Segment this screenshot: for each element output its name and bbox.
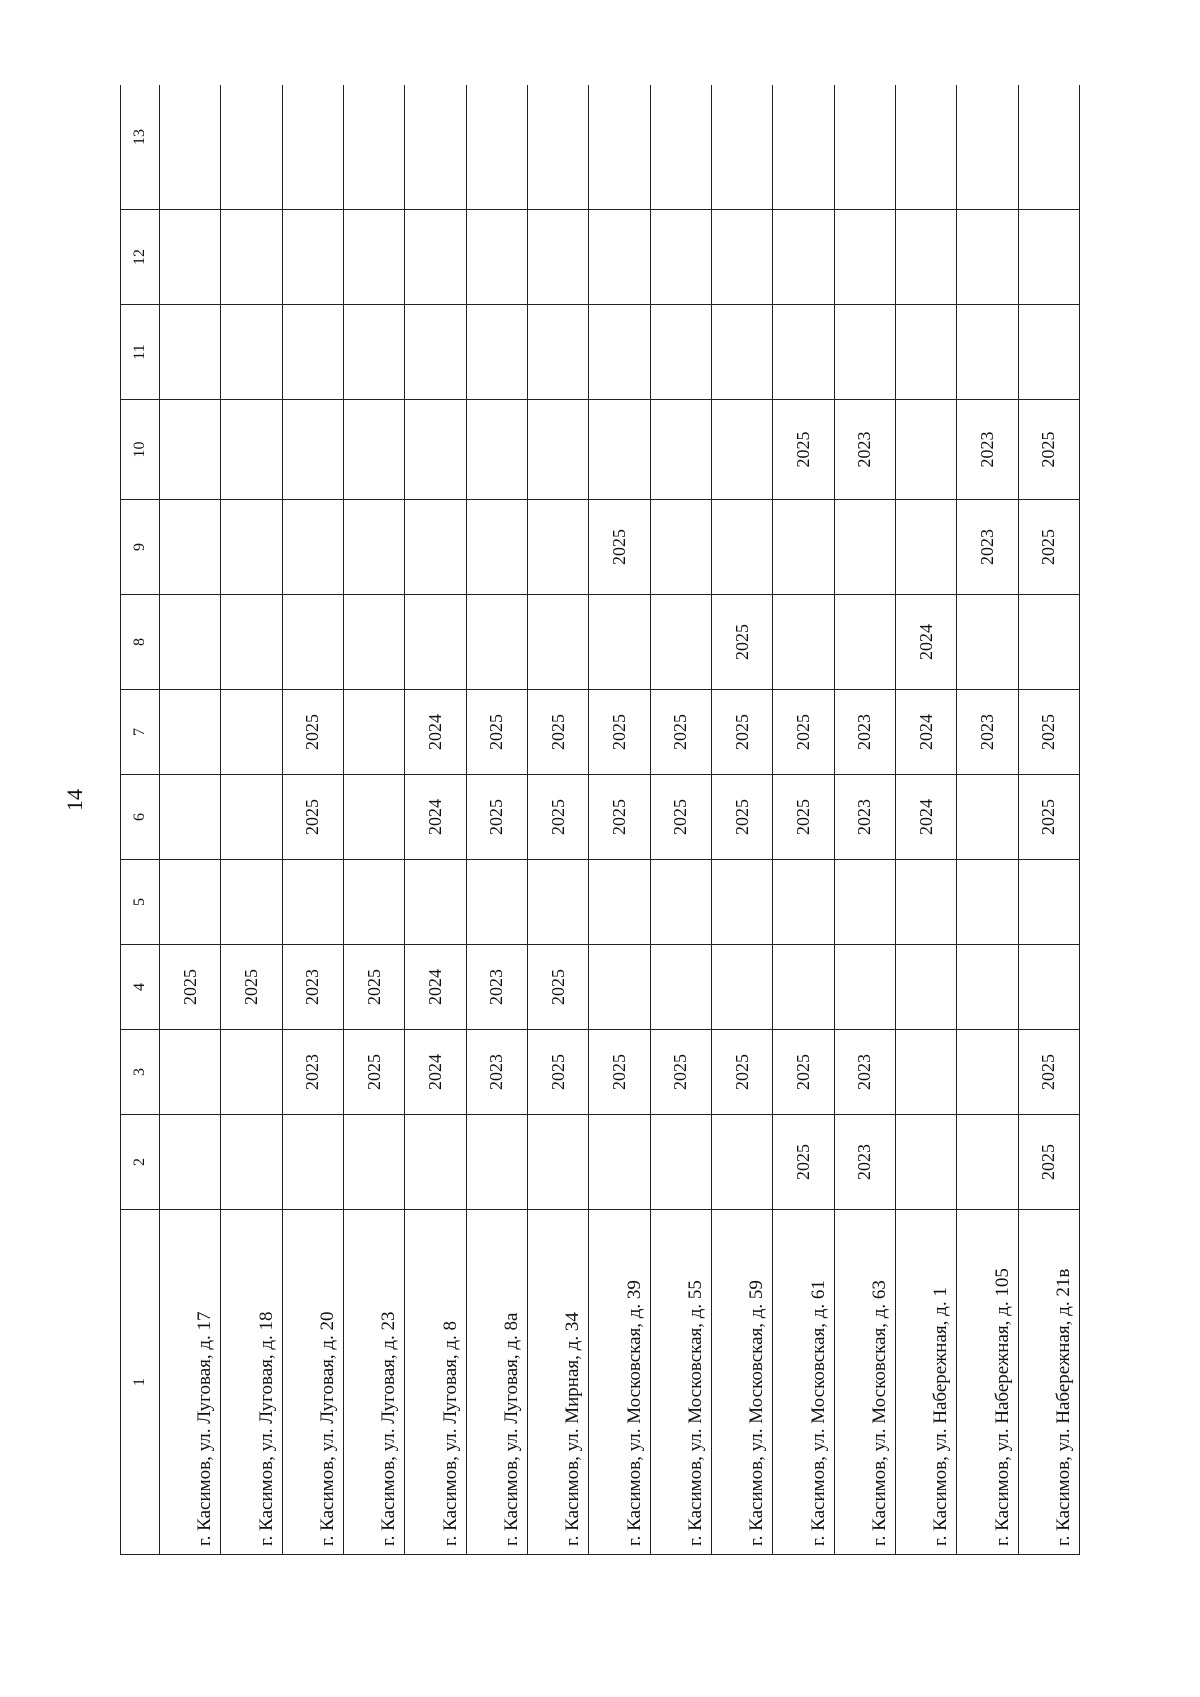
address-cell: г. Касимов, ул. Московская, д. 39 <box>589 1210 650 1555</box>
year-cell-col-4: 2025 <box>343 945 404 1030</box>
year-cell-col-7: 2024 <box>405 690 466 775</box>
year-cell-col-6: 2025 <box>589 775 650 860</box>
year-cell-col-13 <box>466 85 527 210</box>
year-cell-col-7 <box>160 690 221 775</box>
year-cell-col-3: 2025 <box>343 1030 404 1115</box>
year-cell-col-12 <box>1018 210 1079 305</box>
year-cell-col-4: 2025 <box>160 945 221 1030</box>
column-header-7: 7 <box>121 690 160 775</box>
table-row <box>1018 85 1079 1555</box>
year-cell-col-7: 2025 <box>466 690 527 775</box>
year-cell-col-4 <box>1018 945 1079 1030</box>
column-header-5: 5 <box>121 860 160 945</box>
year-cell-col-11 <box>405 305 466 400</box>
table-header <box>121 85 160 1555</box>
year-cell-col-12 <box>221 210 282 305</box>
year-cell-col-3 <box>895 1030 956 1115</box>
year-cell-col-7 <box>221 690 282 775</box>
year-cell-col-4 <box>834 945 895 1030</box>
year-cell-col-6 <box>957 775 1018 860</box>
year-cell-col-4 <box>589 945 650 1030</box>
year-cell-col-13 <box>160 85 221 210</box>
table-row <box>343 85 404 1555</box>
year-cell-col-4: 2023 <box>466 945 527 1030</box>
year-cell-col-12 <box>527 210 588 305</box>
address-cell: г. Касимов, ул. Луговая, д. 8а <box>466 1210 527 1555</box>
year-cell-col-13 <box>589 85 650 210</box>
year-cell-col-9 <box>895 500 956 595</box>
address-cell: г. Касимов, ул. Набережная, д. 21в <box>1018 1210 1079 1555</box>
address-cell: г. Касимов, ул. Луговая, д. 20 <box>282 1210 343 1555</box>
year-cell-col-2: 2023 <box>834 1115 895 1210</box>
year-cell-col-10 <box>221 400 282 500</box>
year-cell-col-7: 2024 <box>895 690 956 775</box>
year-cell-col-11 <box>282 305 343 400</box>
table-body <box>160 85 1080 1555</box>
year-cell-col-5 <box>405 860 466 945</box>
year-cell-col-13 <box>221 85 282 210</box>
year-cell-col-12 <box>405 210 466 305</box>
page-number: 14 <box>62 789 87 811</box>
year-cell-col-8: 2024 <box>895 595 956 690</box>
table-row <box>957 85 1018 1555</box>
year-cell-col-3: 2025 <box>773 1030 834 1115</box>
year-cell-col-12 <box>650 210 711 305</box>
year-cell-col-12 <box>895 210 956 305</box>
column-header-4: 4 <box>121 945 160 1030</box>
year-cell-col-7 <box>343 690 404 775</box>
table-row <box>405 85 466 1555</box>
year-cell-col-11 <box>711 305 772 400</box>
year-cell-col-5 <box>895 860 956 945</box>
year-cell-col-2 <box>711 1115 772 1210</box>
year-cell-col-7: 2023 <box>834 690 895 775</box>
year-cell-col-13 <box>650 85 711 210</box>
year-cell-col-6: 2025 <box>527 775 588 860</box>
year-cell-col-6: 2025 <box>466 775 527 860</box>
year-cell-col-5 <box>282 860 343 945</box>
address-cell: г. Касимов, ул. Московская, д. 63 <box>834 1210 895 1555</box>
year-cell-col-8 <box>160 595 221 690</box>
year-cell-col-4: 2024 <box>405 945 466 1030</box>
year-cell-col-12 <box>466 210 527 305</box>
year-cell-col-5 <box>466 860 527 945</box>
year-cell-col-8 <box>282 595 343 690</box>
year-cell-col-6: 2025 <box>650 775 711 860</box>
year-cell-col-4 <box>711 945 772 1030</box>
year-cell-col-8 <box>527 595 588 690</box>
year-cell-col-9 <box>711 500 772 595</box>
table-row <box>773 85 834 1555</box>
year-cell-col-9 <box>527 500 588 595</box>
year-cell-col-8 <box>221 595 282 690</box>
year-cell-col-8 <box>1018 595 1079 690</box>
year-cell-col-7: 2025 <box>1018 690 1079 775</box>
year-cell-col-7: 2025 <box>773 690 834 775</box>
column-header-3: 3 <box>121 1030 160 1115</box>
year-cell-col-11 <box>527 305 588 400</box>
repair-schedule-table <box>120 85 1080 1555</box>
table-row <box>834 85 895 1555</box>
year-cell-col-5 <box>221 860 282 945</box>
column-header-8: 8 <box>121 595 160 690</box>
year-cell-col-9 <box>466 500 527 595</box>
year-cell-col-10 <box>160 400 221 500</box>
year-cell-col-11 <box>957 305 1018 400</box>
year-cell-col-3: 2025 <box>711 1030 772 1115</box>
year-cell-col-10 <box>527 400 588 500</box>
address-cell: г. Касимов, ул. Луговая, д. 18 <box>221 1210 282 1555</box>
table-row <box>527 85 588 1555</box>
year-cell-col-12 <box>711 210 772 305</box>
year-cell-col-6: 2024 <box>405 775 466 860</box>
year-cell-col-6: 2025 <box>1018 775 1079 860</box>
year-cell-col-13 <box>834 85 895 210</box>
year-cell-col-2 <box>527 1115 588 1210</box>
year-cell-col-2 <box>160 1115 221 1210</box>
year-cell-col-10: 2023 <box>834 400 895 500</box>
year-cell-col-4 <box>895 945 956 1030</box>
column-header-13: 13 <box>121 85 160 210</box>
year-cell-col-3: 2025 <box>527 1030 588 1115</box>
year-cell-col-11 <box>589 305 650 400</box>
year-cell-col-10 <box>650 400 711 500</box>
year-cell-col-12 <box>343 210 404 305</box>
year-cell-col-3: 2023 <box>834 1030 895 1115</box>
address-cell: г. Касимов, ул. Набережная, д. 1 <box>895 1210 956 1555</box>
year-cell-col-13 <box>527 85 588 210</box>
year-cell-col-4 <box>773 945 834 1030</box>
year-cell-col-2 <box>282 1115 343 1210</box>
column-header-12: 12 <box>121 210 160 305</box>
year-cell-col-11 <box>160 305 221 400</box>
year-cell-col-11 <box>466 305 527 400</box>
year-cell-col-6: 2025 <box>711 775 772 860</box>
year-cell-col-11 <box>773 305 834 400</box>
year-cell-col-12 <box>282 210 343 305</box>
address-cell: г. Касимов, ул. Луговая, д. 17 <box>160 1210 221 1555</box>
year-cell-col-2 <box>221 1115 282 1210</box>
year-cell-col-7: 2025 <box>650 690 711 775</box>
year-cell-col-11 <box>650 305 711 400</box>
table-row <box>650 85 711 1555</box>
year-cell-col-10 <box>343 400 404 500</box>
year-cell-col-2: 2025 <box>1018 1115 1079 1210</box>
year-cell-col-3: 2024 <box>405 1030 466 1115</box>
year-cell-col-13 <box>895 85 956 210</box>
address-cell: г. Касимов, ул. Луговая, д. 8 <box>405 1210 466 1555</box>
year-cell-col-4: 2025 <box>527 945 588 1030</box>
year-cell-col-5 <box>711 860 772 945</box>
year-cell-col-6: 2024 <box>895 775 956 860</box>
column-header-11: 11 <box>121 305 160 400</box>
year-cell-col-9 <box>834 500 895 595</box>
year-cell-col-5 <box>527 860 588 945</box>
year-cell-col-9: 2023 <box>957 500 1018 595</box>
year-cell-col-3: 2025 <box>589 1030 650 1115</box>
year-cell-col-2: 2025 <box>773 1115 834 1210</box>
year-cell-col-10 <box>589 400 650 500</box>
year-cell-col-11 <box>343 305 404 400</box>
column-header-2: 2 <box>121 1115 160 1210</box>
year-cell-col-8 <box>466 595 527 690</box>
year-cell-col-9 <box>160 500 221 595</box>
year-cell-col-11 <box>834 305 895 400</box>
year-cell-col-6 <box>221 775 282 860</box>
year-cell-col-2 <box>405 1115 466 1210</box>
year-cell-col-13 <box>711 85 772 210</box>
year-cell-col-10: 2025 <box>1018 400 1079 500</box>
column-header-6: 6 <box>121 775 160 860</box>
year-cell-col-2 <box>650 1115 711 1210</box>
year-cell-col-13 <box>282 85 343 210</box>
year-cell-col-5 <box>834 860 895 945</box>
table-row <box>160 85 221 1555</box>
year-cell-col-3: 2025 <box>650 1030 711 1115</box>
year-cell-col-3: 2025 <box>1018 1030 1079 1115</box>
year-cell-col-13 <box>1018 85 1079 210</box>
year-cell-col-6: 2025 <box>282 775 343 860</box>
year-cell-col-12 <box>773 210 834 305</box>
year-cell-col-13 <box>773 85 834 210</box>
year-cell-col-11 <box>895 305 956 400</box>
year-cell-col-5 <box>160 860 221 945</box>
year-cell-col-9 <box>343 500 404 595</box>
year-cell-col-9: 2025 <box>1018 500 1079 595</box>
year-cell-col-10 <box>282 400 343 500</box>
year-cell-col-8 <box>773 595 834 690</box>
year-cell-col-12 <box>160 210 221 305</box>
year-cell-col-9: 2025 <box>589 500 650 595</box>
address-cell: г. Касимов, ул. Мирная, д. 34 <box>527 1210 588 1555</box>
year-cell-col-12 <box>589 210 650 305</box>
column-header-1: 1 <box>121 1210 160 1555</box>
year-cell-col-5 <box>589 860 650 945</box>
table-row <box>711 85 772 1555</box>
year-cell-col-8 <box>405 595 466 690</box>
year-cell-col-7: 2025 <box>527 690 588 775</box>
year-cell-col-2 <box>895 1115 956 1210</box>
year-cell-col-10 <box>711 400 772 500</box>
table-row <box>589 85 650 1555</box>
address-cell: г. Касимов, ул. Московская, д. 59 <box>711 1210 772 1555</box>
year-cell-col-3: 2023 <box>466 1030 527 1115</box>
year-cell-col-6: 2025 <box>773 775 834 860</box>
address-cell: г. Касимов, ул. Московская, д. 55 <box>650 1210 711 1555</box>
table-row <box>221 85 282 1555</box>
year-cell-col-3 <box>957 1030 1018 1115</box>
rotated-table-wrapper <box>120 85 1080 1555</box>
year-cell-col-7: 2025 <box>589 690 650 775</box>
year-cell-col-5 <box>1018 860 1079 945</box>
year-cell-col-6: 2023 <box>834 775 895 860</box>
year-cell-col-2 <box>957 1115 1018 1210</box>
year-cell-col-9 <box>221 500 282 595</box>
year-cell-col-13 <box>343 85 404 210</box>
table-row <box>466 85 527 1555</box>
year-cell-col-7: 2023 <box>957 690 1018 775</box>
column-number-row <box>121 85 160 1555</box>
year-cell-col-4: 2023 <box>282 945 343 1030</box>
table-frame <box>120 85 1080 1555</box>
year-cell-col-3 <box>221 1030 282 1115</box>
column-header-9: 9 <box>121 500 160 595</box>
year-cell-col-11 <box>221 305 282 400</box>
year-cell-col-8 <box>650 595 711 690</box>
year-cell-col-10: 2023 <box>957 400 1018 500</box>
year-cell-col-2 <box>466 1115 527 1210</box>
year-cell-col-5 <box>343 860 404 945</box>
year-cell-col-9 <box>405 500 466 595</box>
year-cell-col-10 <box>405 400 466 500</box>
year-cell-col-2 <box>589 1115 650 1210</box>
year-cell-col-5 <box>957 860 1018 945</box>
address-cell: г. Касимов, ул. Луговая, д. 23 <box>343 1210 404 1555</box>
year-cell-col-11 <box>1018 305 1079 400</box>
year-cell-col-6 <box>160 775 221 860</box>
year-cell-col-13 <box>405 85 466 210</box>
year-cell-col-12 <box>957 210 1018 305</box>
year-cell-col-8 <box>957 595 1018 690</box>
year-cell-col-9 <box>650 500 711 595</box>
year-cell-col-7: 2025 <box>711 690 772 775</box>
year-cell-col-9 <box>773 500 834 595</box>
year-cell-col-13 <box>957 85 1018 210</box>
year-cell-col-3 <box>160 1030 221 1115</box>
year-cell-col-4 <box>650 945 711 1030</box>
year-cell-col-5 <box>650 860 711 945</box>
year-cell-col-8 <box>834 595 895 690</box>
year-cell-col-2 <box>343 1115 404 1210</box>
address-cell: г. Касимов, ул. Московская, д. 61 <box>773 1210 834 1555</box>
year-cell-col-10: 2025 <box>773 400 834 500</box>
year-cell-col-10 <box>895 400 956 500</box>
year-cell-col-4 <box>957 945 1018 1030</box>
year-cell-col-8 <box>589 595 650 690</box>
year-cell-col-4: 2025 <box>221 945 282 1030</box>
column-header-10: 10 <box>121 400 160 500</box>
year-cell-col-5 <box>773 860 834 945</box>
year-cell-col-6 <box>343 775 404 860</box>
year-cell-col-3: 2023 <box>282 1030 343 1115</box>
table-row <box>895 85 956 1555</box>
year-cell-col-9 <box>282 500 343 595</box>
table-row <box>282 85 343 1555</box>
year-cell-col-8 <box>343 595 404 690</box>
year-cell-col-8: 2025 <box>711 595 772 690</box>
year-cell-col-7: 2025 <box>282 690 343 775</box>
year-cell-col-10 <box>466 400 527 500</box>
year-cell-col-12 <box>834 210 895 305</box>
address-cell: г. Касимов, ул. Набережная, д. 105 <box>957 1210 1018 1555</box>
